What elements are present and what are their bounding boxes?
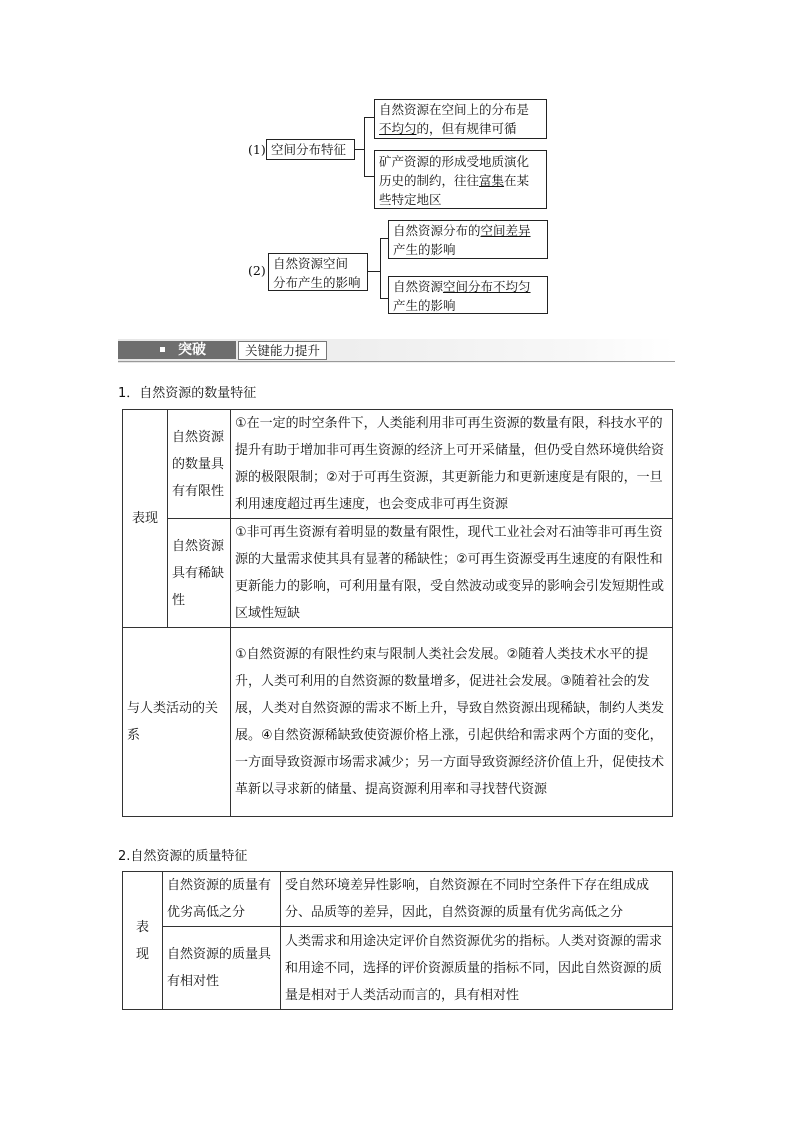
- connector: [380, 238, 388, 239]
- connector: [364, 117, 365, 176]
- item2-branch-b-line1: [393, 277, 543, 296]
- item2-branch-a-line1: [393, 221, 543, 240]
- item2-label-line2: 分布产生的影响: [273, 275, 361, 290]
- sub-label-relativity: 自然资源的质量具有相对性: [163, 927, 281, 1010]
- item2-branch-a: [388, 220, 548, 259]
- connector: [380, 298, 388, 299]
- item1-branch-b-post: 在某: [504, 173, 530, 188]
- quantity-table: [122, 409, 673, 817]
- item1-branch-b-line3: 些特定地区: [379, 192, 442, 207]
- item1-branch-b-line1: 矿产资源的形成受地质演化: [379, 154, 530, 169]
- item1-branch-a-line1: 自然资源在空间上的分布是: [379, 102, 530, 117]
- connector: [355, 149, 364, 150]
- item2-branch-b-pre: 自然资源: [393, 279, 444, 294]
- item1-branch-a-line2: [379, 119, 542, 138]
- table-row: [123, 628, 673, 817]
- table-row: [123, 519, 673, 628]
- item2-label-line1: 自然资源空间: [273, 256, 349, 271]
- sub-label-finite: 自然资源的数量具有有限性: [168, 410, 231, 519]
- item1-branch-b: [374, 150, 547, 209]
- underlined-keyword: 空间差异: [480, 223, 531, 238]
- item2-branch-a-pre: 自然资源分布的: [393, 223, 481, 238]
- cell-finite-text: ①在一定的时空条件下，人类能利用非可再生资源的数量有限，科技水平的提升有助于增加非可再生资源的经济上可开采储量，但仍受自然环境供给资源的极限限制；②对于可再生资源，其更新能力和更新速度是有限的，一旦利用速度超过再生速度，也会变成非可再生资源: [231, 410, 673, 519]
- row-header-performance: 表现: [123, 872, 163, 1010]
- connector: [364, 117, 374, 118]
- connector: [364, 176, 374, 177]
- banner-rule: [118, 361, 675, 362]
- quality-table: [122, 871, 673, 1010]
- connector: [368, 271, 380, 272]
- banner-title: 突破: [178, 342, 206, 358]
- sub-label-scarcity: 自然资源具有稀缺性: [168, 519, 231, 628]
- item1-number: (1): [248, 142, 266, 157]
- item1-label-box: [266, 139, 355, 160]
- row-header-human-relation: 与人类活动的关系: [123, 628, 231, 817]
- item2-label-box: [268, 253, 368, 291]
- section2-title: 2.自然资源的质量特征: [118, 849, 248, 864]
- cell-grade-text: 受自然环境差异性影响，自然资源在不同时空条件下存在组成成分、品质等的差异，因此，自然资源的质量有优劣高低之分: [281, 872, 673, 927]
- square-bullet-icon: [160, 347, 165, 352]
- item1-branch-a: [374, 99, 547, 139]
- underlined-keyword: 不均匀: [379, 121, 417, 136]
- item1-branch-b-line2: [379, 171, 542, 190]
- row-header-performance: 表现: [123, 410, 168, 628]
- section1-title: 1．自然资源的数量特征: [118, 386, 257, 401]
- cell-scarcity-text: ①非可再生资源有着明显的数量有限性，现代工业社会对石油等非可再生资源的大量需求使其具有显著的稀缺性；②可再生资源受再生速度的有限性和更新能力的影响，可利用量有限，受自然波动或变异的影响会引发短期性或区域性短缺: [231, 519, 673, 628]
- underlined-keyword: 空间分布不均匀: [443, 279, 531, 294]
- item2-branch-b: [388, 276, 548, 314]
- item1-branch-b-pre: 历史的制约，往往: [379, 173, 480, 188]
- item2-number: (2): [248, 263, 266, 278]
- underlined-keyword: 富集: [479, 173, 505, 188]
- table-row: [123, 927, 673, 1010]
- banner-subtitle: 关键能力提升: [238, 341, 327, 360]
- banner-dark-block: [118, 341, 236, 359]
- table-row: [123, 872, 673, 927]
- cell-human-relation-text: ①自然资源的有限性约束与限制人类社会发展。②随着人类技术水平的提升，人类可利用的自然资源的数量增多，促进社会发展。③随着社会的发展，人类对自然资源的需求不断上升，导致自然资源出现稀缺，制约人类发展。④自然资源稀缺致使资源价格上涨，引起供给和需求两个方面的变化，一方面导致资源市场需求减少；另一方面导致资源经济价值上升，促使技术革新以寻求新的储量、提高资源利用率和寻找替代资源: [231, 628, 673, 817]
- item1-branch-a-rest: 的，但有规律可循: [416, 121, 517, 136]
- item1-label: 空间分布特征: [271, 142, 347, 157]
- sub-label-grade: 自然资源的质量有优劣高低之分: [163, 872, 281, 927]
- table-row: [123, 410, 673, 519]
- item2-branch-a-line2: 产生的影响: [393, 242, 456, 257]
- item2-branch-b-line2: 产生的影响: [393, 298, 456, 313]
- cell-relativity-text: 人类需求和用途决定评价自然资源优劣的指标。人类对资源的需求和用途不同，选择的评价资源质量的指标不同，因此自然资源的质量是相对于人类活动而言的，具有相对性: [281, 927, 673, 1010]
- connector: [380, 238, 381, 298]
